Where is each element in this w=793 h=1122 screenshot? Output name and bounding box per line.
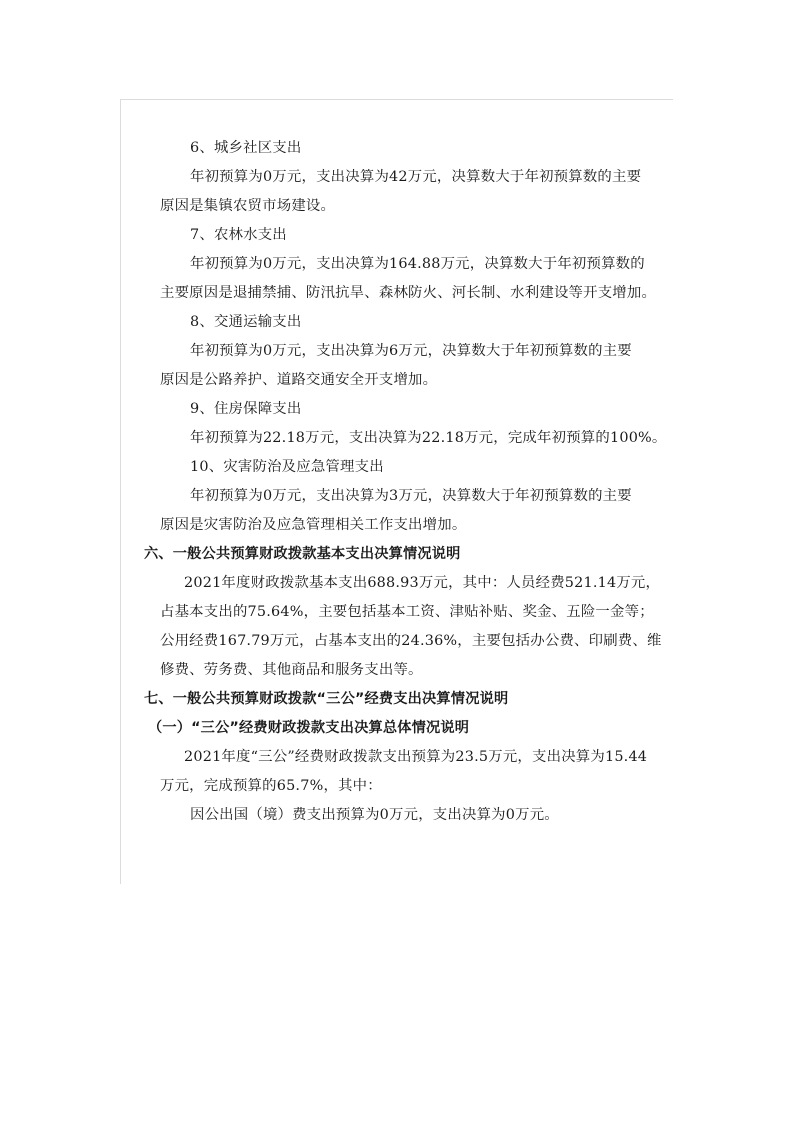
paragraph-line: 原因是灾害防治及应急管理相关工作支出增加。 xyxy=(160,517,467,533)
paragraph-line: 主要原因是退捕禁捕、防汛抗旱、森林防火、河长制、水利建设等开支增加。 xyxy=(160,285,657,301)
item-heading-agriculture: 7、农林水支出 xyxy=(190,227,287,243)
paragraph-line: 年初预算为0万元，支出决算为3万元，决算数大于年初预算数的主要 xyxy=(190,488,632,504)
paragraph-line: 年初预算为0万元，支出决算为6万元，决算数大于年初预算数的主要 xyxy=(190,343,632,359)
item-heading-housing: 9、住房保障支出 xyxy=(190,401,302,417)
paragraph-line: 修费、劳务费、其他商品和服务支出等。 xyxy=(160,662,423,678)
section-heading-six: 六、一般公共预算财政拨款基本支出决算情况说明 xyxy=(144,546,461,562)
paragraph-line: 原因是公路养护、道路交通安全开支增加。 xyxy=(160,372,438,388)
section-heading-seven: 七、一般公共预算财政拨款“三公”经费支出决算情况说明 xyxy=(144,691,509,707)
paragraph-line: 年初预算为22.18万元，支出决算为22.18万元，完成年初预算的100%。 xyxy=(190,430,667,446)
page-border-top xyxy=(120,99,673,100)
subsection-heading-one: （一）“三公”经费财政拨款支出决算总体情况说明 xyxy=(148,720,470,736)
item-heading-transport: 8、交通运输支出 xyxy=(190,314,302,330)
paragraph-line: 2021年度“三公”经费财政拨款支出预算为23.5万元，支出决算为15.44 xyxy=(184,749,648,765)
paragraph-line: 公用经费167.79万元，占基本支出的24.36%，主要包括办公费、印刷费、维 xyxy=(160,633,662,649)
paragraph-line: 年初预算为0万元，支出决算为42万元，决算数大于年初预算数的主要 xyxy=(190,169,642,185)
paragraph-line: 年初预算为0万元，支出决算为164.88万元，决算数大于年初预算数的 xyxy=(190,256,645,272)
item-heading-disaster: 10、灾害防治及应急管理支出 xyxy=(190,459,384,475)
paragraph-line: 占基本支出的75.64%，主要包括基本工资、津贴补贴、奖金、五险一金等； xyxy=(160,604,654,620)
paragraph-line: 原因是集镇农贸市场建设。 xyxy=(160,198,336,214)
paragraph-line: 因公出国（境）费支出预算为0万元，支出决算为0万元。 xyxy=(190,807,559,823)
item-heading-urban-rural: 6、城乡社区支出 xyxy=(190,140,302,156)
paragraph-line: 万元，完成预算的65.7%，其中： xyxy=(160,778,382,794)
paragraph-line: 2021年度财政拨款基本支出688.93万元，其中：人员经费521.14万元， xyxy=(184,575,661,591)
page-border-left xyxy=(120,99,121,884)
